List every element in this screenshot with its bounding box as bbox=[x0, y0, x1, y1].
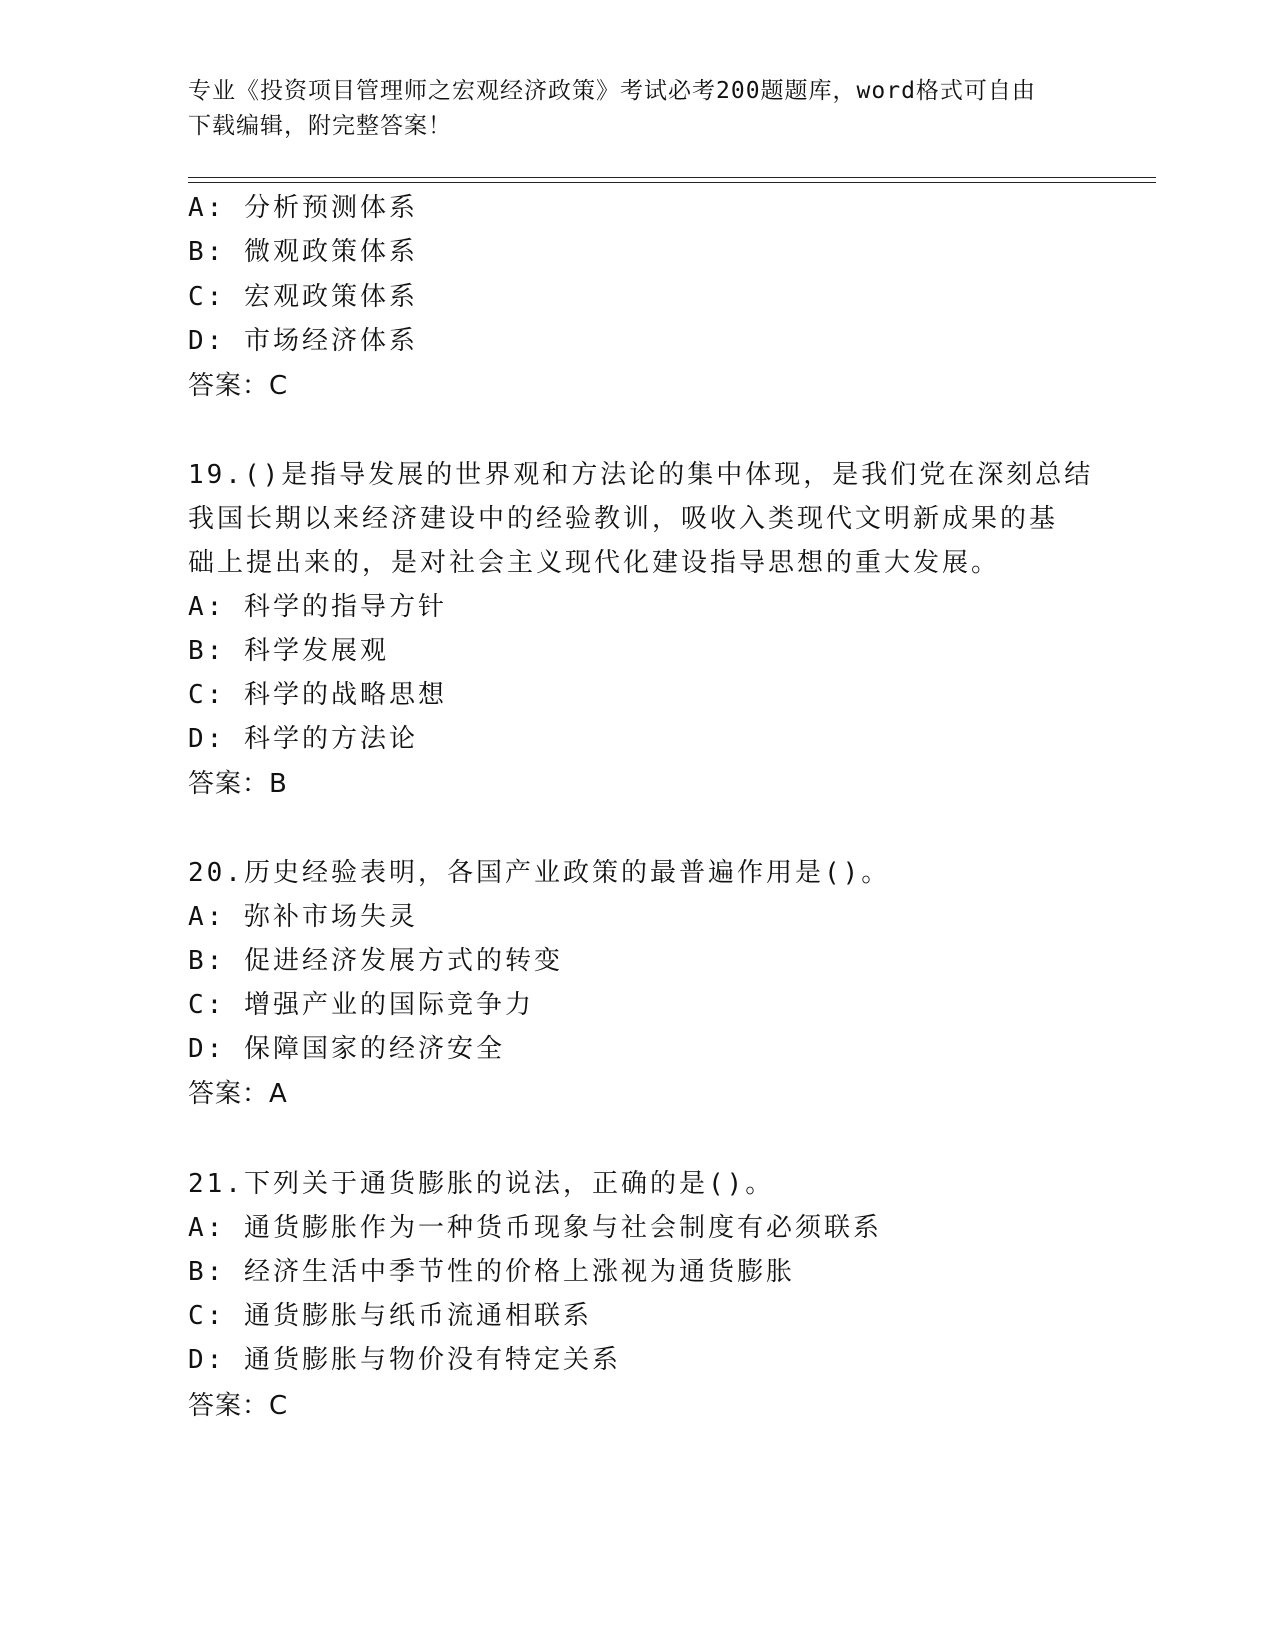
q21-answer: 答案：C bbox=[188, 1391, 289, 1421]
q21-option-b: B: 经济生活中季节性的价格上涨视为通货膨胀 bbox=[188, 1257, 795, 1287]
q19-stem-line-1: 19.()是指导发展的世界观和方法论的集中体现，是我们党在深刻总结 bbox=[188, 460, 1094, 490]
header-divider-top bbox=[188, 177, 1156, 178]
q19-option-b: B: 科学发展观 bbox=[188, 636, 389, 666]
header-line-2: 下载编辑，附完整答案！ bbox=[188, 113, 452, 139]
q21-option-c: C: 通货膨胀与纸币流通相联系 bbox=[188, 1301, 592, 1331]
q18-answer: 答案：C bbox=[188, 371, 289, 401]
header-line-1: 专业《投资项目管理师之宏观经济政策》考试必考200题题库，word格式可自由 bbox=[188, 78, 1036, 104]
q20-option-b: B: 促进经济发展方式的转变 bbox=[188, 946, 563, 976]
header-divider-bottom bbox=[188, 182, 1156, 183]
q18-option-c: C: 宏观政策体系 bbox=[188, 282, 418, 312]
document-header bbox=[188, 74, 1068, 144]
q19-option-d: D: 科学的方法论 bbox=[188, 724, 418, 754]
q18-option-d: D: 市场经济体系 bbox=[188, 326, 418, 356]
q19-stem-line-2: 我国长期以来经济建设中的经验教训，吸收入类现代文明新成果的基 bbox=[188, 504, 1059, 534]
q21-option-d: D: 通货膨胀与物价没有特定关系 bbox=[188, 1345, 621, 1375]
q19-option-c: C: 科学的战略思想 bbox=[188, 680, 447, 710]
q20-option-a: A: 弥补市场失灵 bbox=[188, 902, 418, 932]
q20-answer: 答案：A bbox=[188, 1079, 288, 1109]
q20-option-d: D: 保障国家的经济安全 bbox=[188, 1034, 505, 1064]
q19-answer: 答案：B bbox=[188, 769, 288, 799]
q21-stem-line-1: 21.下列关于通货膨胀的说法，正确的是()。 bbox=[188, 1169, 775, 1199]
q18-option-b: B: 微观政策体系 bbox=[188, 237, 418, 267]
q21-option-a: A: 通货膨胀作为一种货币现象与社会制度有必须联系 bbox=[188, 1213, 882, 1243]
q20-stem-line-1: 20.历史经验表明，各国产业政策的最普遍作用是()。 bbox=[188, 858, 891, 888]
q18-option-a: A: 分析预测体系 bbox=[188, 193, 418, 223]
q19-stem-line-3: 础上提出来的，是对社会主义现代化建设指导思想的重大发展。 bbox=[188, 548, 1001, 578]
q20-option-c: C: 增强产业的国际竞争力 bbox=[188, 990, 534, 1020]
q19-option-a: A: 科学的指导方针 bbox=[188, 592, 447, 622]
